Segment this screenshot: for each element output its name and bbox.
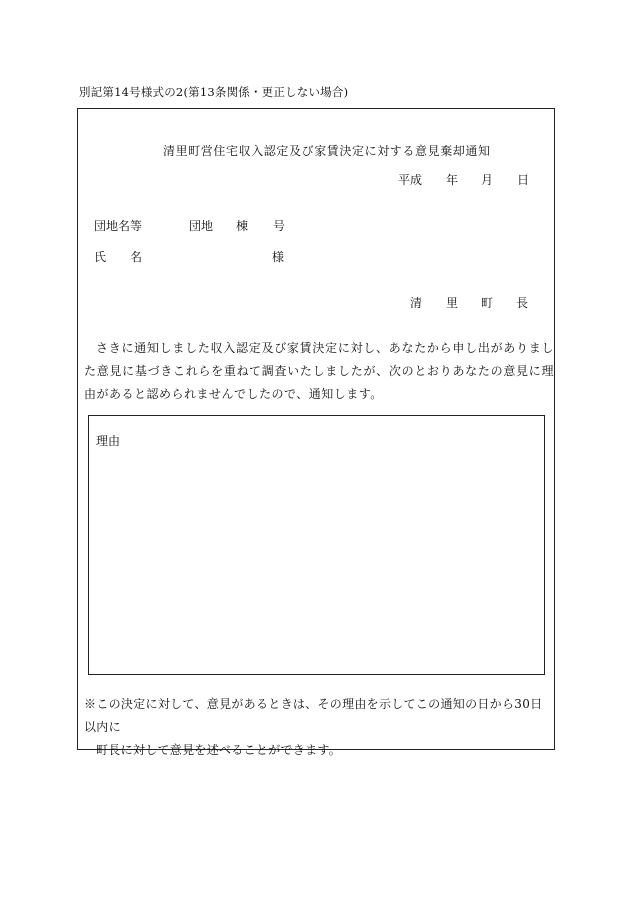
note-line-1: この決定に対して、意見があるときは、その理由を示してこの通知の日から30日以内に <box>84 697 543 734</box>
appeal-note <box>84 693 550 762</box>
notice-body-text: さきに通知しました収入認定及び家賃決定に対し、あなたから申し出がありました意見に基づきこれらを重ねて調査いたしましたが、次のとおりあなたの意見に理由があると認められませんでしたので、通知します。 <box>84 341 554 401</box>
name-label-second: 名 <box>130 250 143 264</box>
danchi-name-label: 団地名等 <box>94 219 143 233</box>
date-year: 年 <box>446 173 459 187</box>
unit-number-label: 号 <box>273 219 286 233</box>
date-day: 日 <box>517 173 530 187</box>
issuer-char-2: 里 <box>446 296 459 310</box>
reason-box <box>88 415 545 675</box>
building-label: 棟 <box>236 219 249 233</box>
note-mark: ※ <box>84 697 97 711</box>
note-line-2: 町長に対して意見を述べることができます。 <box>96 743 342 757</box>
issuer-char-4: 長 <box>516 296 529 310</box>
issuer-char-1: 清 <box>410 296 423 310</box>
date-era: 平成 <box>398 173 423 187</box>
reason-label: 理由 <box>96 434 121 448</box>
form-number-label: 別記第14号様式の2(第13条関係・更正しない場合) <box>79 85 349 99</box>
honorific-sama: 様 <box>272 250 285 264</box>
date-month: 月 <box>481 173 494 187</box>
danchi-label: 団地 <box>189 219 214 233</box>
issuer-char-3: 町 <box>481 296 494 310</box>
document-title: 清里町営住宅収入認定及び家賃決定に対する意見棄却通知 <box>163 144 491 158</box>
name-label-first: 氏 <box>94 250 107 264</box>
